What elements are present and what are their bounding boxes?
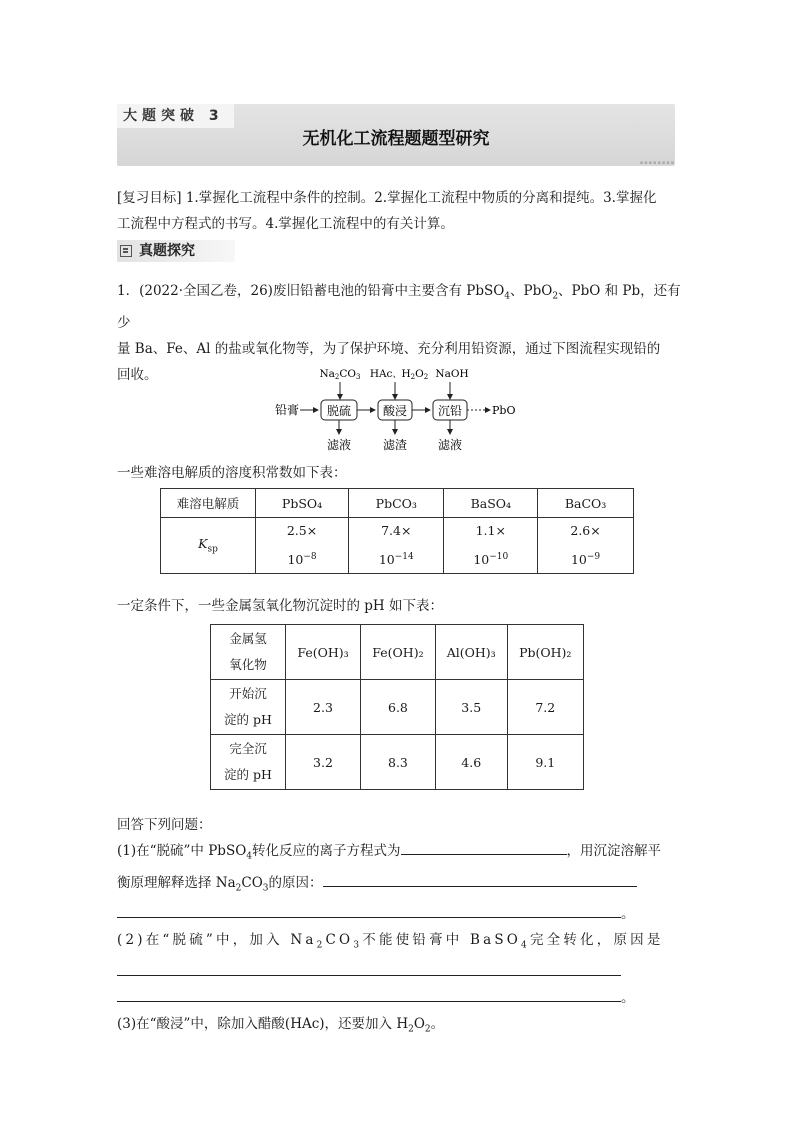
table-header-cell: PbCO₃ <box>349 489 444 518</box>
table-cell: 4.6 <box>435 735 507 790</box>
answer-blank-5[interactable] <box>117 985 621 1002</box>
svg-text:酸浸: 酸浸 <box>382 404 408 418</box>
page-title: 无机化工流程题题型研究 <box>302 129 490 149</box>
question-2-line-1: (2)在“脱硫”中，加入 $Na_2CO_3$不能使铅膏中 BaSO$_4$完全转化，原因是 <box>117 932 664 952</box>
table-cell: 1.1× $10^{-10}$ <box>444 518 538 574</box>
question-line-3: 回收。 <box>117 366 158 383</box>
table-row <box>161 518 634 574</box>
table-cell: 3.5 <box>435 680 507 735</box>
flow-start: 铅膏 <box>275 403 300 417</box>
table-header-cell: Fe(OH)₃ <box>286 625 361 680</box>
answer-blank-1[interactable] <box>401 838 567 855</box>
ksp-table <box>160 488 634 574</box>
question-line-1: 1．(2022·全国乙卷，26)废旧铅蓄电池的铅膏中主要含有 PbSO$_4$、PbO$_2$、PbO 和 Pb，还有少 <box>117 283 681 331</box>
answer-blank-2[interactable] <box>323 870 637 887</box>
table-header-cell: 金属氢 氧化物 <box>211 625 286 680</box>
flow-output-2: 滤渣 <box>382 438 408 452</box>
table-cell: 2.6× $10^{-9}$ <box>538 518 634 574</box>
table-row <box>211 680 584 735</box>
table-header-cell: PbSO₄ <box>256 489 349 518</box>
flow-end: PbO <box>492 404 516 417</box>
table-cell: 6.8 <box>360 680 435 735</box>
answers-intro: 回答下列问题： <box>117 817 212 833</box>
flow-reagent-3: NaOH <box>435 368 469 380</box>
ph-table <box>210 624 584 790</box>
table-cell: 2.3 <box>286 680 361 735</box>
answer-section <box>117 812 687 1043</box>
table-row-label: 完全沉 淀的 pH <box>211 735 286 790</box>
flow-output-1: 滤液 <box>326 438 352 452</box>
flow-reagent-1: Na2CO3 <box>319 368 361 381</box>
table-header-cell: 难溶电解质 <box>161 489 256 518</box>
table-header-cell: BaCO₃ <box>538 489 634 518</box>
table-row <box>211 625 584 680</box>
flow-output-3: 滤液 <box>437 438 463 452</box>
objectives <box>117 185 679 237</box>
table-cell: 7.4× $10^{-14}$ <box>349 518 444 574</box>
answer-blank-4[interactable] <box>117 959 621 976</box>
table-cell: 7.2 <box>507 680 583 735</box>
question-2-line-3: 。 <box>117 985 687 1011</box>
table-cell: 2.5× $10^{-8}$ <box>256 518 349 574</box>
svg-text:沉铅: 沉铅 <box>437 404 463 418</box>
table-cell: 8.3 <box>360 735 435 790</box>
chapter-tag: 大题突破 3 <box>117 104 234 128</box>
table-row <box>211 735 584 790</box>
table-header-cell: Pb(OH)₂ <box>507 625 583 680</box>
question-1-line-2: 衡原理解释选择 $Na_2CO_3$的原因： <box>117 870 687 902</box>
question-1-line-1: (1)在“脱硫”中 PbSO$_4$转化反应的离子方程式为 ，用沉淀溶解平 <box>117 838 687 870</box>
document-icon <box>120 245 132 257</box>
question-line-2: 量 Ba、Fe、Al 的盐或氧化物等，为了保护环境、充分利用铅资源，通过下图流程实现铅的 <box>117 340 661 357</box>
objectives-line-1: [复习目标] 1.掌握化工流程中条件的控制。2.掌握化工流程中物质的分离和提纯。3.掌握化 <box>117 190 657 206</box>
question-1-line-3: 。 <box>117 901 687 927</box>
table-header-cell: BaSO₄ <box>444 489 538 518</box>
banner-decoration: ▪▪▪▪▪▪▪▪ <box>639 160 675 166</box>
table-row <box>161 489 634 518</box>
ksp-table-intro: 一些难溶电解质的溶度积常数如下表： <box>117 465 347 481</box>
question-2-line-2 <box>117 959 687 985</box>
ph-table-intro: 一定条件下，一些金属氢氧化物沉淀时的 pH 如下表： <box>117 598 443 614</box>
answer-blank-3[interactable] <box>117 901 621 918</box>
question-3-line-1: (3)在“酸浸”中，除加入醋酸(HAc)，还要加入 $H_2O_2$。 <box>117 1016 445 1035</box>
table-cell: 3.2 <box>286 735 361 790</box>
table-row-label: 开始沉 淀的 pH <box>211 680 286 735</box>
table-row-label: $K_{sp}$ <box>161 518 256 574</box>
table-header-cell: Fe(OH)₂ <box>360 625 435 680</box>
objectives-line-2: 工流程中方程式的书写。4.掌握化工流程中的有关计算。 <box>117 216 454 232</box>
section-title: 真题探究 <box>139 243 195 259</box>
table-cell: 9.1 <box>507 735 583 790</box>
process-flow-diagram <box>270 362 530 454</box>
svg-text:脱硫: 脱硫 <box>326 404 352 418</box>
table-header-cell: Al(OH)₃ <box>435 625 507 680</box>
flow-reagent-2: HAc、H2O2 <box>369 368 429 381</box>
